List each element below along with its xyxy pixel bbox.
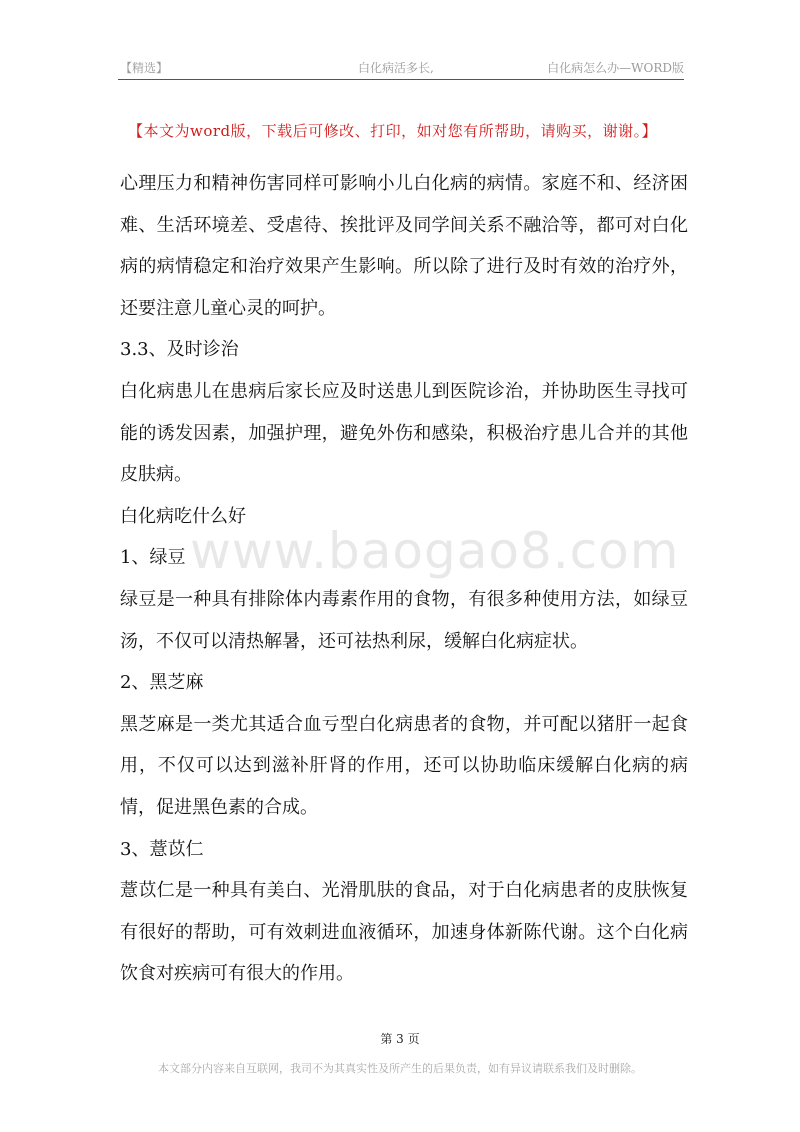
- header-center-text: 白化病活多长,: [358, 61, 434, 75]
- header-right-text: 白化病怎么办—WORD版: [547, 61, 684, 75]
- heading-black-sesame: 2、黑芝麻: [120, 672, 204, 694]
- watermark: www.baogao8.com: [190, 522, 680, 580]
- document-body: [120, 163, 688, 995]
- paragraph-psychological-care: 心理压力和精神伤害同样可影响小儿白化病的病情。家庭不和、经济困难、生活环境差、受虐待、挨批评及同学间关系不融洽等，都可对白化病的病情稳定和治疗效果产生影响。所以除了进行及时有效的治疗外，还要注意儿童心灵的呵护。: [120, 173, 688, 319]
- download-notice: 【本文为word版，下载后可修改、打印，如对您有所帮助，请购买，谢谢。】: [128, 122, 658, 140]
- header-left-text: 【精选】: [120, 61, 169, 75]
- page-header: [118, 55, 684, 80]
- heading-diet: 白化病吃什么好: [120, 505, 246, 527]
- paragraph-timely-treatment: 白化病患儿在患病后家长应及时送患儿到医院诊治，并协助医生寻找可能的诱发因素，加强护理，避免外伤和感染，积极治疗患儿合并的其他皮肤病。: [120, 380, 688, 486]
- paragraph-mung-bean: 绿豆是一种具有排除体内毒素作用的食物，有很多种使用方法，如绿豆汤，不仅可以清热解暑，还可祛热利尿，缓解白化病症状。: [120, 588, 688, 652]
- page-number: 第 3 页: [380, 1032, 420, 1046]
- heading-mung-bean: 1、绿豆: [120, 547, 186, 569]
- heading-coix-seed: 3、薏苡仁: [120, 838, 204, 860]
- footer-disclaimer: 本文部分内容来自互联网，我司不为其真实性及所产生的后果负责，如有异议请联系我们及时删除。: [158, 1062, 642, 1075]
- paragraph-coix-seed: 薏苡仁是一种具有美白、光滑肌肤的食品，对于白化病患者的皮肤恢复有很好的帮助，可有效刺进血液循环，加速身体新陈代谢。这个白化病饮食对疾病可有很大的作用。: [120, 880, 688, 985]
- heading-timely-treatment: 3.3、及时诊治: [120, 339, 239, 361]
- paragraph-black-sesame: 黑芝麻是一类尤其适合血亏型白化病患者的食物，并可配以猪肝一起食用，不仅可以达到滋补肝肾的作用，还可以协助临床缓解白化病的病情，促进黑色素的合成。: [120, 713, 688, 818]
